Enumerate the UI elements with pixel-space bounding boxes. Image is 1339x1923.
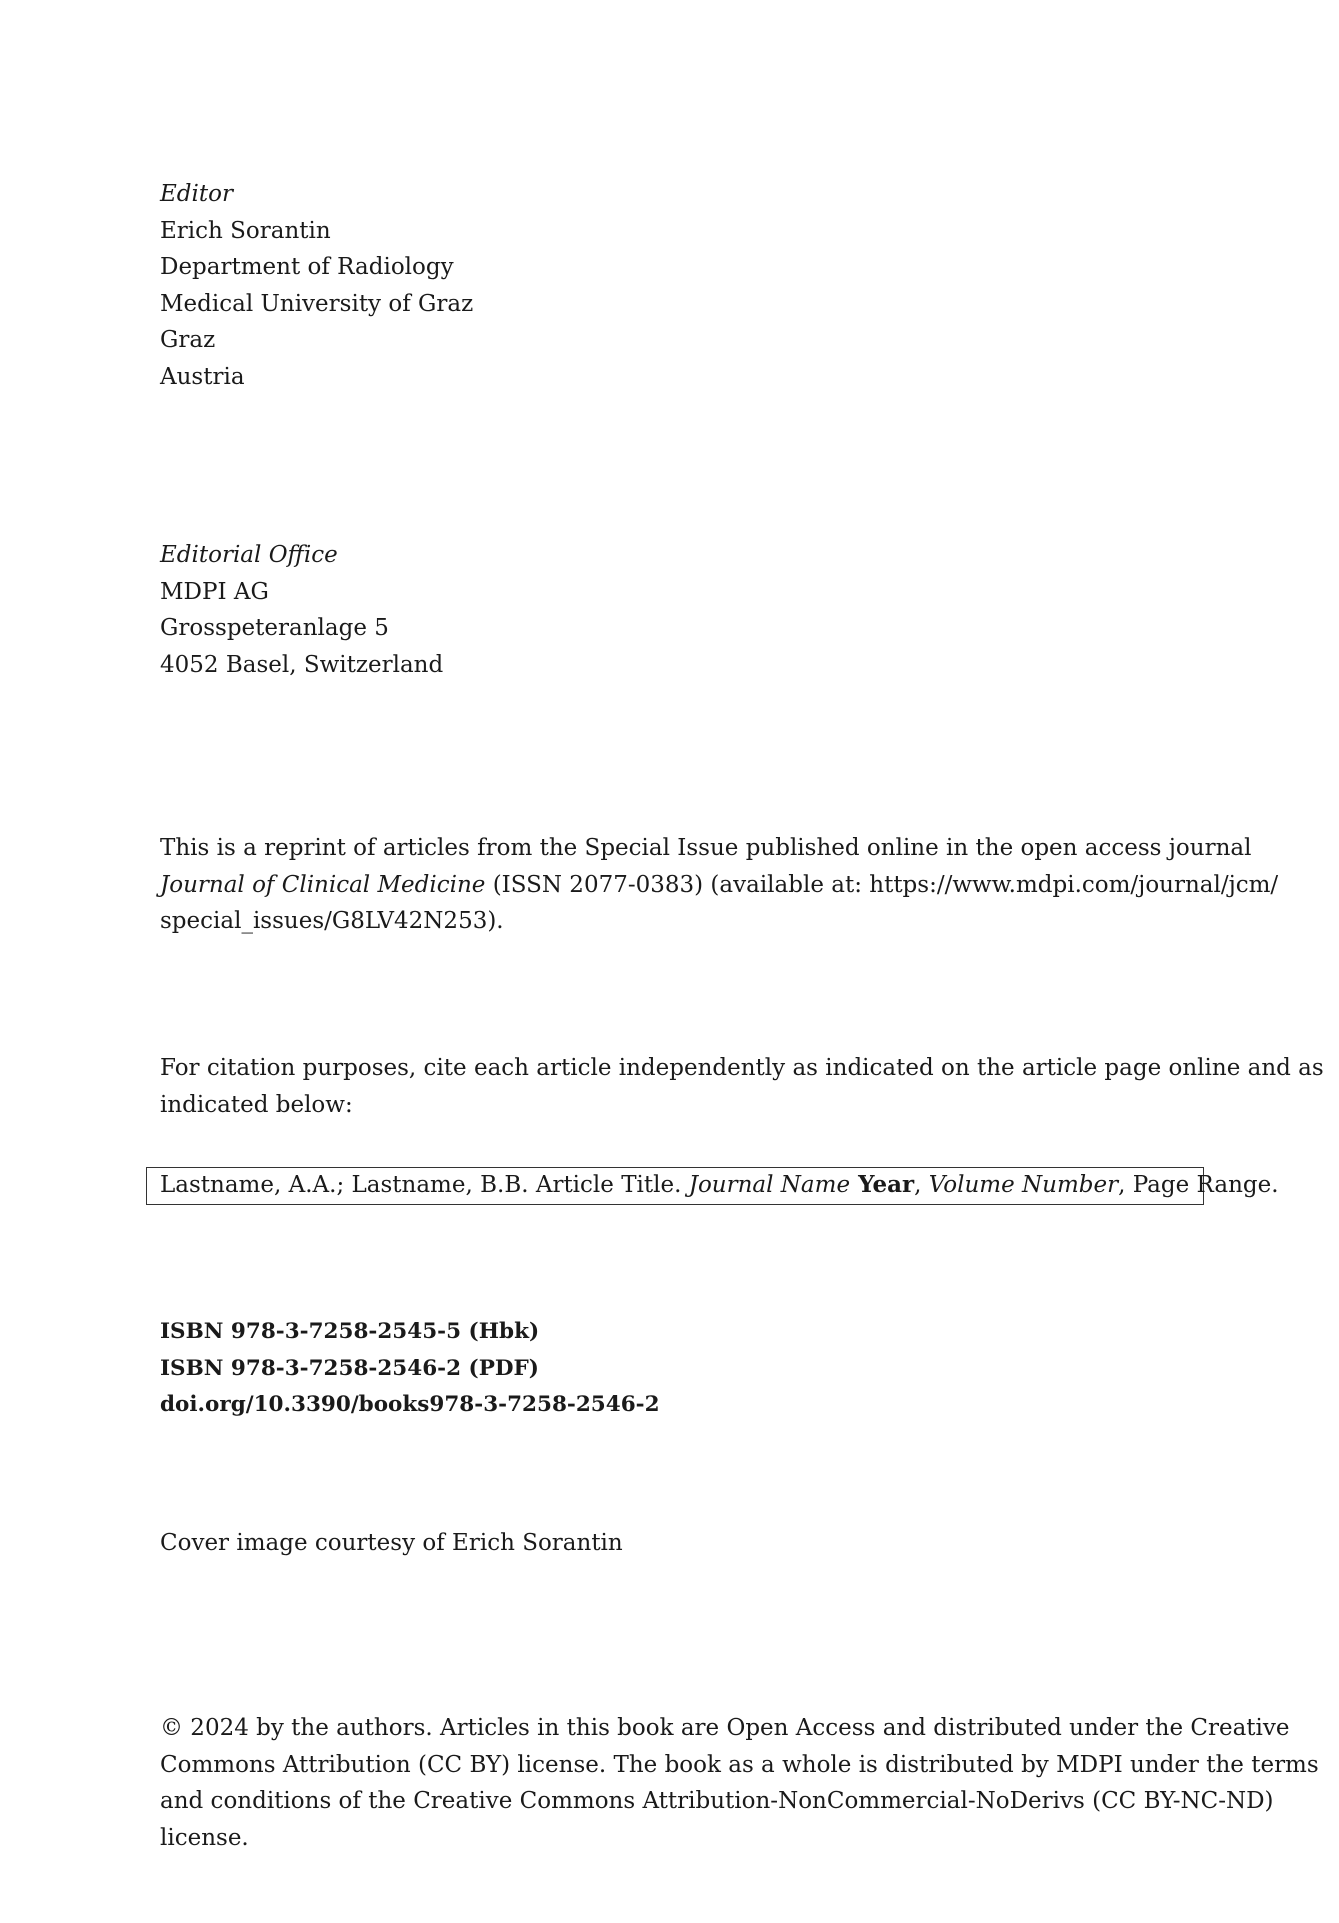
license-statement (160, 1710, 1319, 1856)
editor-country: Austria (160, 363, 245, 390)
citation-comma: , (914, 1172, 929, 1198)
reprint-line-3[interactable]: special_issues/G8LV42N253). (160, 908, 504, 934)
editor-department: Department of Radiology (160, 254, 454, 280)
reprint-line-2 (160, 867, 1279, 904)
citation-template-box (146, 1167, 1279, 1205)
editor-heading: Editor (160, 181, 233, 207)
citation-intro-line-2: indicated below: (160, 1091, 353, 1118)
license-line-2: Commons Attribution (CC BY) license. The book as a whole is distributed by MDPI under the terms (160, 1751, 1319, 1778)
identifiers-section (160, 1314, 1192, 1424)
office-name: MDPI AG (160, 578, 269, 605)
reprint-issn-link[interactable]: (ISSN 2077-0383) (available at: https://www.mdpi.com/journal/jcm/ (485, 871, 1279, 898)
cover-credit-text: Cover image courtesy of Erich Sorantin (160, 1530, 623, 1556)
editor-city: Graz (160, 327, 216, 353)
cover-credit (160, 1525, 1192, 1562)
doi-link[interactable]: doi.org/10.3390/books978-3-7258-2546-2 (160, 1392, 660, 1417)
citation-year: Year (850, 1171, 915, 1198)
isbn-hbk: ISBN 978-3-7258-2545-5 (Hbk) (160, 1319, 540, 1344)
editor-name: Erich Sorantin (160, 217, 331, 244)
citation-journal: Journal Name (688, 1172, 851, 1198)
office-street: Grosspeteranlage 5 (160, 615, 389, 641)
reprint-line-1: This is a reprint of articles from the Special Issue published online in the open access journal (160, 835, 1252, 861)
isbn-pdf: ISBN 978-3-7258-2546-2 (PDF) (160, 1355, 539, 1381)
citation-volume: Volume Number (928, 1172, 1119, 1198)
citation-authors-title: Lastname, A.A.; Lastname, B.B. Article Title. (160, 1172, 689, 1198)
editor-university: Medical University of Graz (160, 290, 474, 317)
reprint-statement (160, 830, 1279, 940)
license-line-1: © 2024 by the authors. Articles in this book are Open Access and distributed under the Creative (160, 1715, 1290, 1741)
editorial-office-section (160, 537, 1192, 683)
editorial-office-heading: Editorial Office (160, 542, 338, 568)
citation-intro-line-1: For citation purposes, cite each article independently as indicated on the article page online and as (160, 1055, 1324, 1081)
journal-title: Journal of Clinical Medicine (160, 871, 486, 898)
office-city: 4052 Basel, Switzerland (160, 651, 444, 678)
citation-page-range: , Page Range. (1118, 1172, 1279, 1198)
editor-section (160, 176, 1192, 395)
license-line-4: license. (160, 1824, 249, 1851)
license-line-3: and conditions of the Creative Commons Attribution-NonCommercial-NoDerivs (CC BY-NC-ND) (160, 1788, 1274, 1814)
citation-instructions (160, 1050, 1324, 1123)
